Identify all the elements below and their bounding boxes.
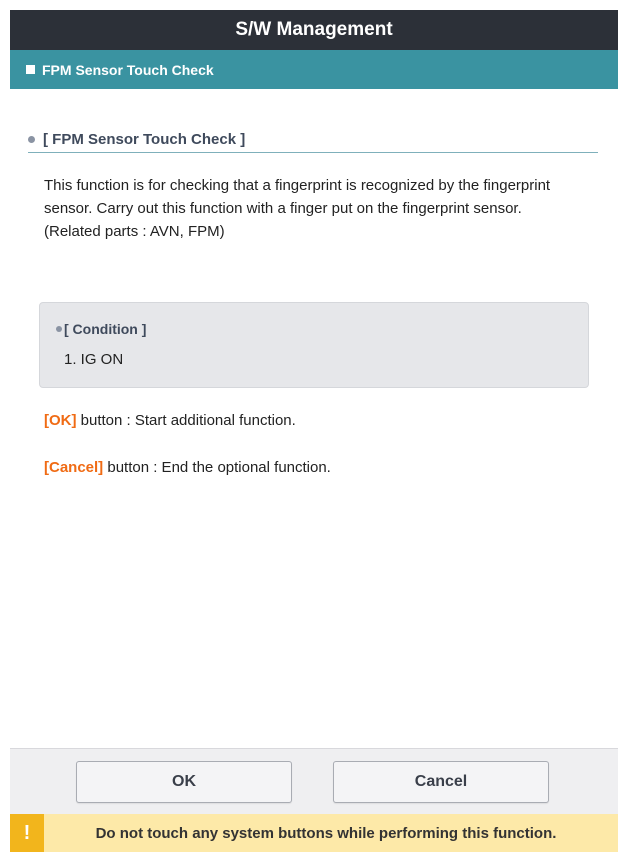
cancel-instruction-text: button : End the optional function. bbox=[103, 459, 331, 476]
square-bullet-icon bbox=[26, 65, 35, 74]
bullet-dot-icon bbox=[56, 326, 62, 332]
ok-instruction bbox=[44, 412, 296, 429]
cancel-button[interactable]: Cancel bbox=[333, 761, 549, 803]
cancel-instruction bbox=[44, 459, 331, 476]
ok-tag: [OK] bbox=[44, 412, 77, 429]
description-line: sensor. Carry out this function with a finger put on the fingerprint sensor. bbox=[44, 200, 522, 217]
ok-button[interactable]: OK bbox=[76, 761, 292, 803]
condition-heading bbox=[56, 321, 146, 337]
warning-bar bbox=[10, 814, 618, 852]
condition-item: 1. IG ON bbox=[64, 351, 124, 368]
section-heading bbox=[28, 126, 598, 153]
function-description bbox=[44, 174, 604, 243]
bullet-dot-icon bbox=[28, 136, 35, 143]
cancel-tag: [Cancel] bbox=[44, 459, 104, 476]
page-title: S/W Management bbox=[10, 10, 618, 50]
warning-icon: ! bbox=[10, 814, 44, 852]
sub-header bbox=[10, 50, 618, 89]
description-line: This function is for checking that a fingerprint is recognized by the fingerprint bbox=[44, 177, 551, 194]
warning-text: Do not touch any system buttons while performing this function. bbox=[95, 824, 557, 842]
section-heading-label: [ FPM Sensor Touch Check ] bbox=[43, 130, 246, 148]
ok-instruction-text: button : Start additional function. bbox=[76, 412, 296, 429]
description-line: (Related parts : AVN, FPM) bbox=[44, 223, 225, 240]
button-bar bbox=[10, 748, 618, 815]
sub-header-label: FPM Sensor Touch Check bbox=[42, 61, 214, 78]
condition-heading-label: [ Condition ] bbox=[64, 321, 147, 337]
condition-box bbox=[39, 302, 589, 388]
dialog-window bbox=[10, 10, 618, 852]
